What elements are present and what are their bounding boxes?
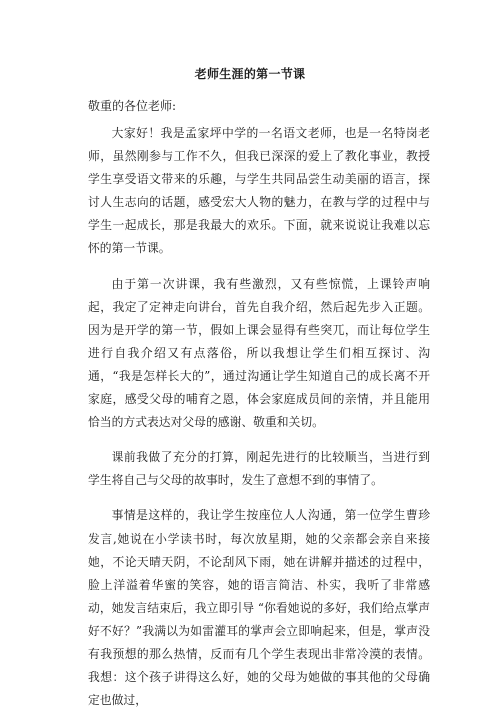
salutation: 敬重的各位老师: [88, 99, 177, 113]
paragraph: 事情是这样的，我让学生按座位人人沟通，第一位学生曹珍发言,她说在小学读书时，每次放星期，她的父亲都会亲自来接她，不论天晴天阴，不论刮风下雨，她在讲解并描述的过程中，脸上洋溢着华蜜的笑容，她的语言简洁、朴实，我听了非常感动，她发言结束后，我立即引导 “你看她说的多好，我们给点掌声好不好？”我满以为如雷灌耳的掌声会立即响起来，但是，掌声没有我预想的那么热情，反而有几个学生表现出非常冷漠的表情。我想：这个孩子讲得这么好，她的父母为她做的事其他的父母确定也做过， [88, 508, 430, 708]
paragraph: 大家好！我是孟家坪中学的一名语文老师，也是一名特岗老师，虽然刚参与工作不久，但我已深深的爱上了教化事业，教授学生享受语文带来的乐趣，与学生共同品尝生动美丽的语言，探讨人生志向的话题，感受宏大人物的魅力，在教与学的过程中与学生一起成长，那是我最大的欢乐。下面，就来说说让我难以忘怀的第一节课。 [88, 126, 430, 256]
paragraph: 课前我做了充分的打算，刚起先进行的比较顺当，当进行到学生将自己与父母的故事时，发生了意想不到的事情了。 [88, 450, 430, 488]
document-body [88, 122, 430, 712]
document-title: 老师生涯的第一节课 [194, 67, 306, 81]
paragraph: 由于第一次讲课，我有些激烈，又有些惊慌，上课铃声响起，我定了定神走向讲台，首先自我介绍，然后起先步入正题。因为是开学的第一节，假如上课会显得有些突兀，而让每位学生进行自我介绍又有点落俗，所以我想让学生们相互探讨、沟通，“我是怎样长大的”，通过沟通让学生知道自己的成长离不开家庭，感受父母的哺育之恩，体会家庭成员间的亲情，并且能用恰当的方式表达对父母的感谢、敬重和关切。 [88, 276, 430, 430]
